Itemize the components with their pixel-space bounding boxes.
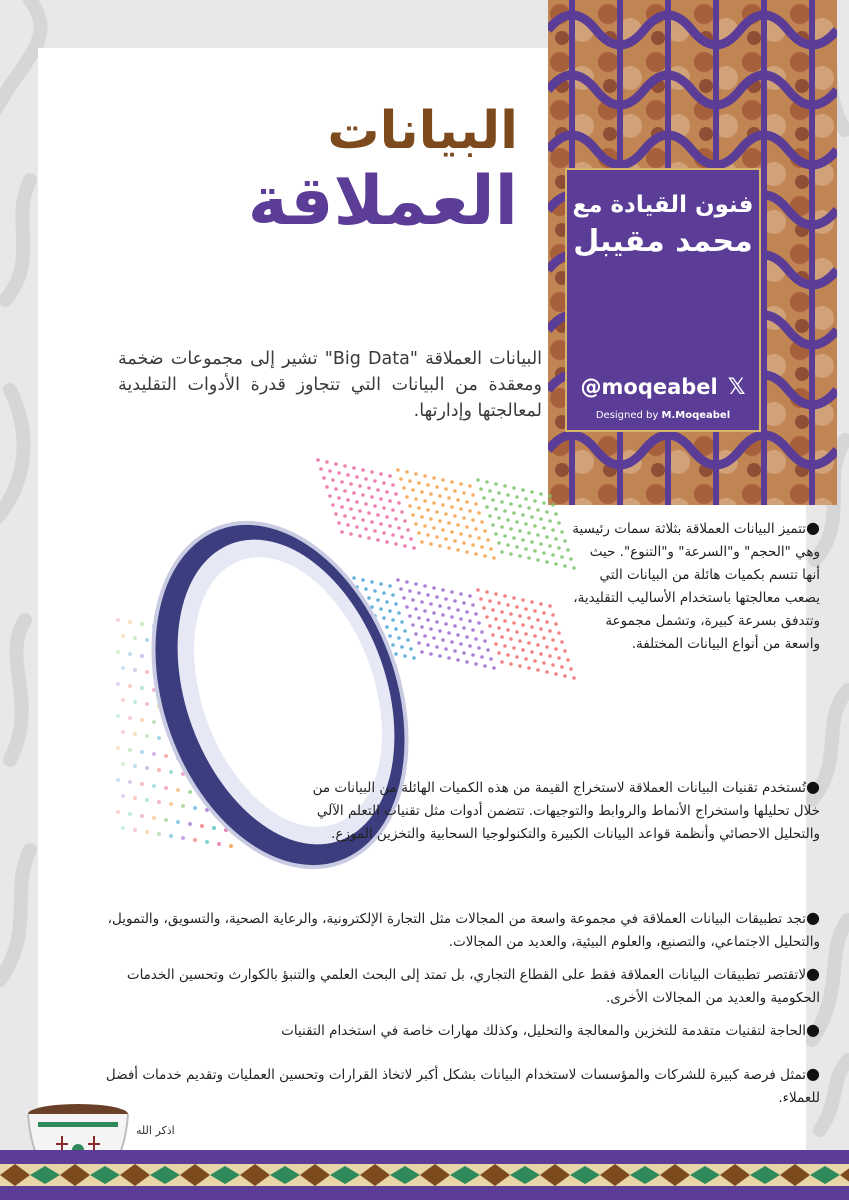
x-logo-icon: 𝕏 [727,374,746,400]
author-banner [565,168,761,432]
designed-by-credit [567,410,759,421]
bullet-item-1 [572,516,820,656]
bullet-marker: ● [806,518,820,537]
designed-by-label: Designed by [595,410,659,421]
intro-paragraph: البيانات العملاقة "Big Data" تشير إلى مجموعات ضخمة ومعقدة من البيانات التي تتجاوز قدرة الأدوات التقليدية لمعالجتها وإدارتها. [118,349,543,421]
bullet-item-3 [92,906,820,954]
social-handle: @moqeabel [580,375,718,399]
bullet-item-5 [92,1018,820,1043]
bullet-text: تمثل فرصة كبيرة للشركات والمؤسسات لاستخدام البيانات بشكل أكبر لاتخاذ القرارات وتحسين العمليات وتقديم خدمات أفضل للعملاء. [105,1067,820,1106]
bullet-text: لاتقتصر تطبيقات البيانات العملاقة فقط على القطاع التجاري، بل تمتد إلى البحث العلمي والتنبؤ بالكوارث وتحسين الخدمات الحكومية والعديد من المجالات الأخرى. [126,967,820,1006]
bullet-text: تتميز البيانات العملاقة بثلاثة سمات رئيسية وهي "الحجم" و"السرعة" و"التنوع". حيث أنها تتسم بكميات هائلة من البيانات التي يصعب معالجتها باستخدام الأساليب التقليدية، وتتدفق بسرعة كبيرة، وتشمل مجموعة واسعة من أنواع البيانات المختلفة. [572,521,820,652]
social-handle-row [567,370,759,404]
bullet-text: تُستخدم تقنيات البيانات العملاقة لاستخراج القيمة من هذه الكميات الهائلة من البيانات من خلال تحليلها واستخراج الأنماط والروابط والتوجيهات. تتضمن أدوات مثل تقنيات التعلم الآلي والتحليل الاحصائي وأنظمة قواعد البيانات الكبيرة والتكنولوجيا السحابية والتخزين الموزع. [312,780,820,842]
bullet-text: الحاجة لتقنيات متقدمة للتخزين والمعالجة والتحليل، وكذلك مهارات خاصة في استخدام التقنيات [281,1023,807,1039]
bullet-marker: ● [806,1020,820,1039]
signoff-text: اذكر الله [136,1124,175,1137]
banner-subtitle: فنون القيادة مع [572,192,754,218]
title-line-1: البيانات [327,101,518,161]
title-line-2: العملاقة [247,162,518,241]
bullet-item-2 [290,775,820,846]
author-name: محمد مقيبل [573,224,753,259]
bullet-item-4 [92,962,820,1010]
bullet-marker: ● [806,964,820,983]
bullet-marker: ● [806,777,820,796]
bullet-text: تجد تطبيقات البيانات العملاقة في مجموعة واسعة من المجالات مثل التجارة الإلكترونية، والرعاية الصحية، والتسويق، والتمويل، والتحليل الاجتماعي، والتصنيع، والعلوم البيئية، والعديد من المجالات. [107,911,820,950]
bullet-marker: ● [806,1064,820,1083]
sadu-border [0,1150,849,1200]
bullet-item-6 [92,1062,820,1110]
bullet-marker: ● [806,908,820,927]
designer-name: M.Moqeabel [661,410,731,421]
